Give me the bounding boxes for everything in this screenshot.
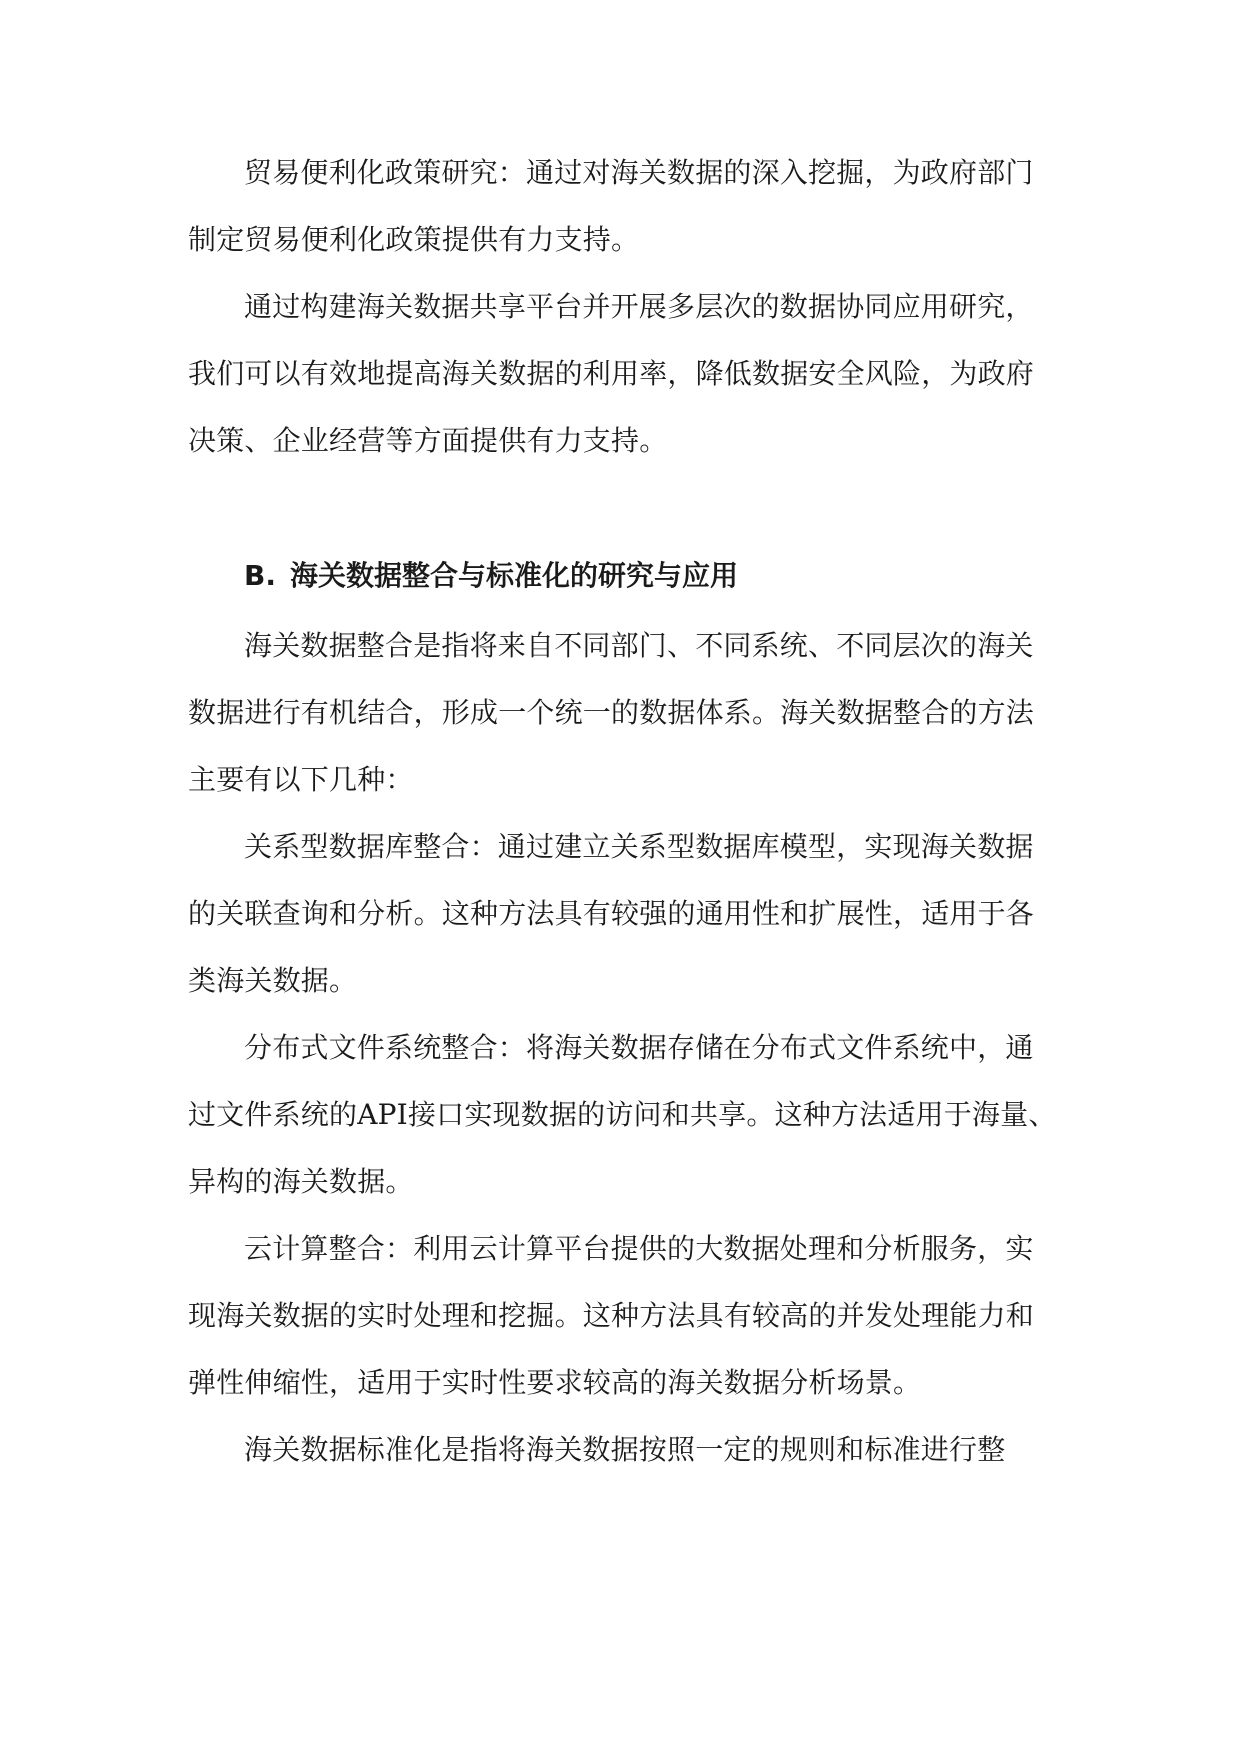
paragraph-line: 主要有以下几种：	[188, 763, 414, 796]
paragraph-line: 我们可以有效地提高海关数据的利用率，降低数据安全风险，为政府	[188, 357, 1035, 390]
paragraph-line: 决策、企业经营等方面提供有力支持。	[188, 424, 668, 457]
paragraph-line: 关系型数据库整合：通过建立关系型数据库模型，实现海关数据	[244, 830, 1034, 863]
paragraph-line: 过文件系统的API接口实现数据的访问和共享。这种方法适用于海量、	[188, 1098, 1057, 1131]
paragraph-line: 弹性伸缩性，适用于实时性要求较高的海关数据分析场景。	[188, 1366, 922, 1399]
paragraph-line: 通过构建海关数据共享平台并开展多层次的数据协同应用研究，	[244, 290, 1034, 323]
paragraph-line: 现海关数据的实时处理和挖掘。这种方法具有较高的并发处理能力和	[188, 1299, 1035, 1332]
paragraph-line: 云计算整合：利用云计算平台提供的大数据处理和分析服务，实	[244, 1232, 1034, 1265]
paragraph-line: 海关数据标准化是指将海关数据按照一定的规则和标准进行整	[244, 1433, 1006, 1466]
section-heading	[244, 556, 738, 596]
paragraph-line: 异构的海关数据。	[188, 1165, 414, 1198]
paragraph-line: 海关数据整合是指将来自不同部门、不同系统、不同层次的海关	[244, 629, 1034, 662]
paragraph-line: 分布式文件系统整合：将海关数据存储在分布式文件系统中，通	[244, 1031, 1034, 1064]
paragraph-line: 制定贸易便利化政策提供有力支持。	[188, 223, 640, 256]
section-heading-label: B.	[244, 559, 276, 592]
paragraph-line: 数据进行有机结合，形成一个统一的数据体系。海关数据整合的方法	[188, 696, 1035, 729]
paragraph-line: 贸易便利化政策研究：通过对海关数据的深入挖掘，为政府部门	[244, 156, 1034, 189]
section-heading-title: 海关数据整合与标准化的研究与应用	[289, 559, 738, 592]
paragraph-line: 类海关数据。	[188, 964, 358, 997]
paragraph-line: 的关联查询和分析。这种方法具有较强的通用性和扩展性，适用于各	[188, 897, 1035, 930]
